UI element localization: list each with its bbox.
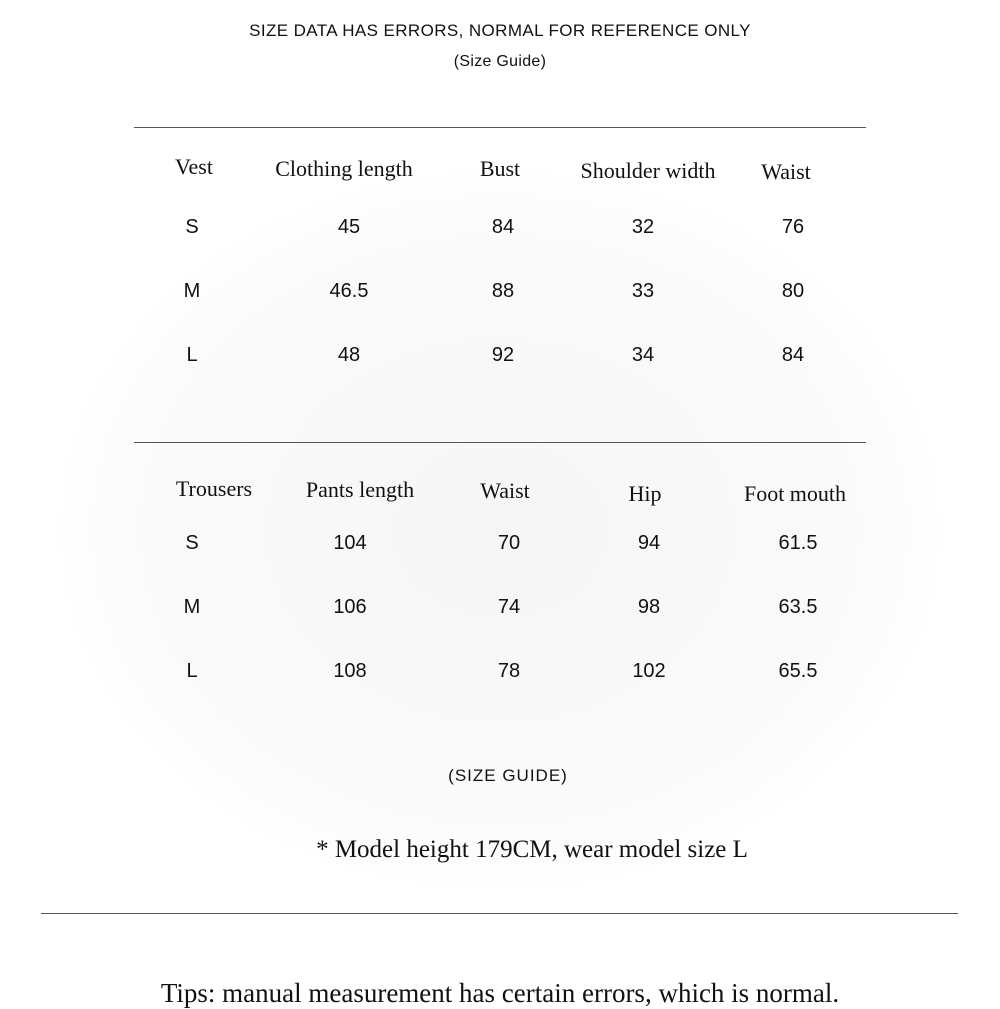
vest-cell-size: L bbox=[186, 344, 198, 366]
trousers-header-foot-mouth: Foot mouth bbox=[743, 481, 847, 506]
divider-middle bbox=[134, 442, 866, 443]
divider-top bbox=[134, 127, 866, 128]
trousers-header-pants-length: Pants length bbox=[305, 477, 415, 502]
trousers-cell-size: M bbox=[183, 596, 201, 618]
trousers-cell-hip: 98 bbox=[637, 596, 661, 618]
model-note: * Model height 179CM, wear model size L bbox=[316, 836, 748, 863]
vest-cell-clothing-length: 48 bbox=[337, 344, 361, 366]
tips-note: Tips: manual measurement has certain errors, which is normal. bbox=[160, 978, 840, 1008]
vest-cell-shoulder-width: 32 bbox=[631, 216, 655, 238]
vest-header-label: Vest bbox=[175, 154, 213, 179]
trousers-cell-waist: 70 bbox=[497, 532, 521, 554]
vest-cell-waist: 80 bbox=[781, 280, 805, 302]
trousers-header-label: Trousers bbox=[175, 476, 253, 501]
vest-header-bust: Bust bbox=[479, 156, 521, 181]
trousers-cell-foot-mouth: 65.5 bbox=[778, 660, 818, 682]
trousers-cell-pants-length: 106 bbox=[333, 596, 367, 618]
vest-cell-waist: 84 bbox=[781, 344, 805, 366]
vest-cell-size: S bbox=[185, 216, 199, 238]
trousers-cell-foot-mouth: 61.5 bbox=[778, 532, 818, 554]
vest-cell-clothing-length: 46.5 bbox=[329, 280, 369, 302]
divider-bottom bbox=[41, 913, 958, 914]
trousers-cell-pants-length: 108 bbox=[333, 660, 367, 682]
trousers-cell-waist: 74 bbox=[497, 596, 521, 618]
vest-cell-shoulder-width: 34 bbox=[631, 344, 655, 366]
vest-cell-size: M bbox=[183, 280, 201, 302]
vest-header-clothing-length: Clothing length bbox=[275, 156, 413, 181]
trousers-cell-size: L bbox=[186, 660, 198, 682]
trousers-cell-hip: 94 bbox=[637, 532, 661, 554]
size-guide-caption: (SIZE GUIDE) bbox=[448, 766, 568, 785]
trousers-cell-size: S bbox=[185, 532, 199, 554]
vest-cell-bust: 92 bbox=[491, 344, 515, 366]
trousers-cell-foot-mouth: 63.5 bbox=[778, 596, 818, 618]
trousers-cell-hip: 102 bbox=[632, 660, 666, 682]
vest-cell-bust: 84 bbox=[491, 216, 515, 238]
vest-cell-shoulder-width: 33 bbox=[631, 280, 655, 302]
trousers-header-hip: Hip bbox=[628, 481, 662, 506]
vest-header-waist: Waist bbox=[761, 159, 811, 184]
trousers-cell-pants-length: 104 bbox=[333, 532, 367, 554]
trousers-header-waist: Waist bbox=[480, 478, 530, 503]
trousers-cell-waist: 78 bbox=[497, 660, 521, 682]
page-subtitle: (Size Guide) bbox=[453, 53, 547, 70]
page-title: SIZE DATA HAS ERRORS, NORMAL FOR REFERENCE ONLY bbox=[249, 21, 751, 40]
vest-header-shoulder-width: Shoulder width bbox=[580, 158, 716, 183]
vest-cell-clothing-length: 45 bbox=[337, 216, 361, 238]
vest-cell-bust: 88 bbox=[491, 280, 515, 302]
vest-cell-waist: 76 bbox=[781, 216, 805, 238]
